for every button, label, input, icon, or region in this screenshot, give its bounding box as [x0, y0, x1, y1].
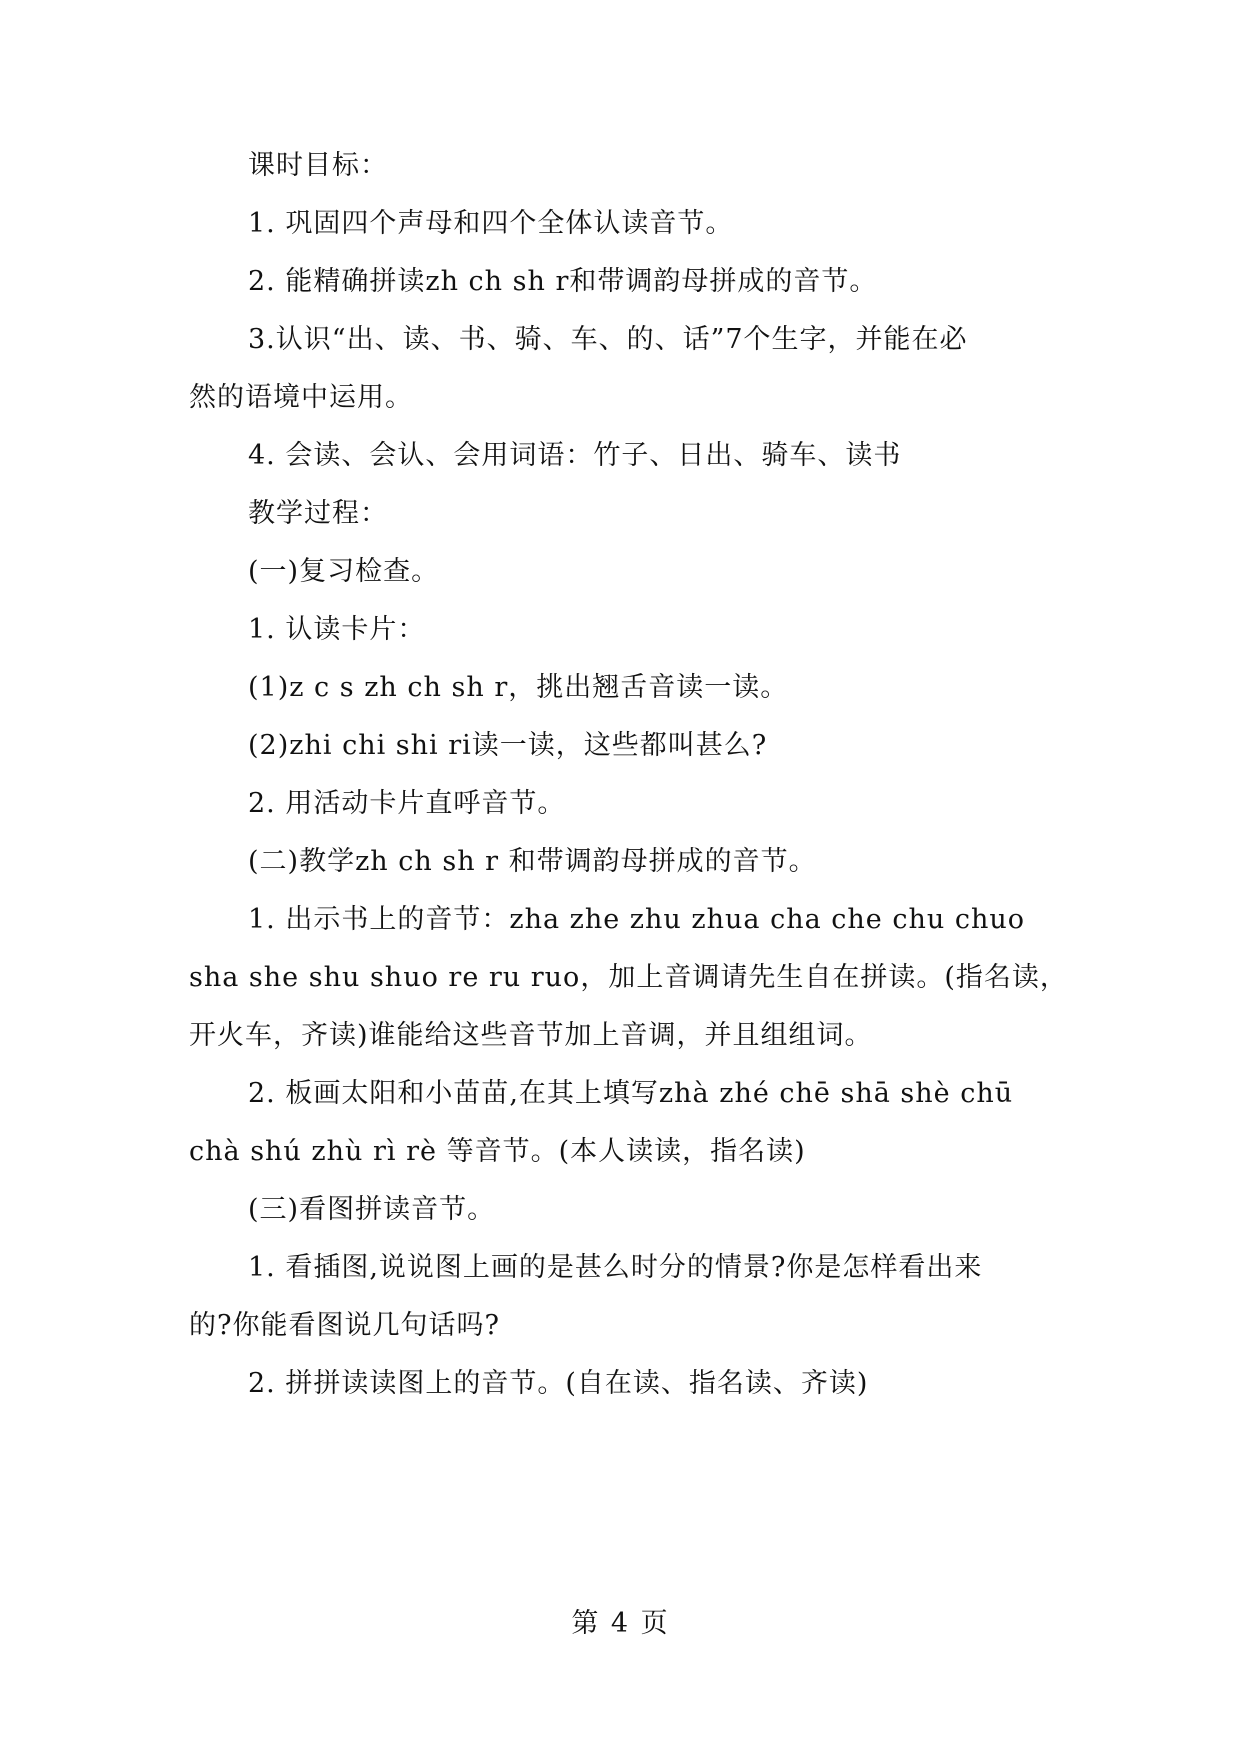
paragraph-line: chà shú zhù rì rè 等音节。(本人读读，指名读)	[189, 1136, 806, 1167]
paragraph-line: 2. 用活动卡片直呼音节。	[248, 788, 566, 819]
paragraph-line: (2)zhi chi shi ri读一读，这些都叫甚么?	[248, 730, 768, 761]
paragraph-line: 3.认识“出、读、书、骑、车、的、话”7个生字，并能在必	[248, 324, 968, 355]
paragraph-line: 1. 巩固四个声母和四个全体认读音节。	[248, 208, 734, 239]
paragraph-line: 2. 能精确拼读zh ch sh r和带调韵母拼成的音节。	[248, 266, 878, 297]
paragraph-line: (三)看图拼读音节。	[248, 1194, 496, 1225]
paragraph-line: 然的语境中运用。	[189, 382, 413, 413]
paragraph-line: 1. 出示书上的音节：zha zhe zhu zhua cha che chu chuo	[248, 904, 1025, 935]
paragraph-line: 1. 看插图,说说图上画的是甚么时分的情景?你是怎样看出来	[248, 1252, 983, 1283]
page-number: 第 4 页	[571, 1608, 670, 1639]
paragraph-line: (一)复习检查。	[248, 556, 440, 587]
section-heading-goals: 课时目标：	[248, 150, 388, 181]
section-heading-process: 教学过程：	[248, 498, 388, 529]
paragraph-line: (二)教学zh ch sh r 和带调韵母拼成的音节。	[248, 846, 817, 877]
paragraph-line: 2. 拼拼读读图上的音节。(自在读、指名读、齐读)	[248, 1368, 869, 1399]
paragraph-line: 开火车，齐读)谁能给这些音节加上音调，并且组组词。	[189, 1020, 873, 1051]
paragraph-line: 1. 认读卡片：	[248, 614, 426, 645]
paragraph-line: 的?你能看图说几句话吗?	[189, 1310, 500, 1341]
paragraph-line: 4. 会读、会认、会用词语：竹子、日出、骑车、读书	[248, 440, 902, 471]
paragraph-line: 2. 板画太阳和小苗苗,在其上填写zhà zhé chē shā shè chū	[248, 1078, 1014, 1109]
paragraph-line: (1)z c s zh ch sh r，挑出翘舌音读一读。	[248, 672, 789, 703]
paragraph-line: sha she shu shuo re ru ruo，加上音调请先生自在拼读。(指名读，	[189, 962, 1068, 993]
